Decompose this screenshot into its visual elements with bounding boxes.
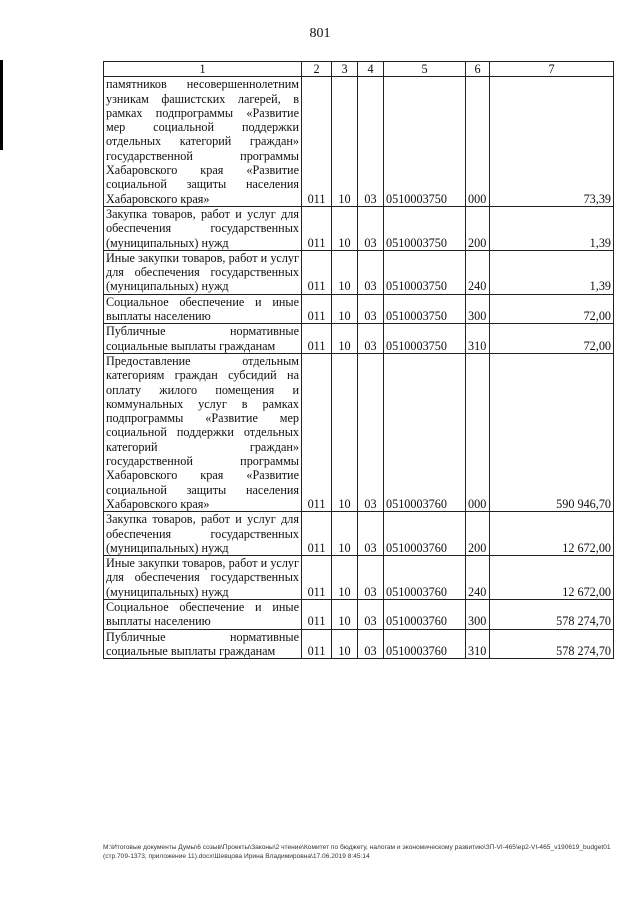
page-number: 801 bbox=[309, 26, 331, 41]
row-subsection-code: 03 bbox=[358, 629, 384, 659]
row-expense-type: 200 bbox=[466, 206, 490, 250]
row-subsection-code: 03 bbox=[358, 206, 384, 250]
row-ministry-code: 011 bbox=[302, 512, 332, 556]
row-name: Иные закупки товаров, работ и услуг для обеспечения государственных (муниципальных) нужд bbox=[104, 250, 302, 294]
table-row bbox=[104, 512, 614, 556]
row-target-article: 0510003750 bbox=[384, 294, 466, 324]
row-expense-type: 240 bbox=[466, 556, 490, 600]
row-ministry-code: 011 bbox=[302, 250, 332, 294]
table-row bbox=[104, 353, 614, 511]
scan-edge-mark bbox=[0, 60, 3, 150]
row-amount: 72,00 bbox=[490, 294, 614, 324]
row-expense-type: 240 bbox=[466, 250, 490, 294]
row-section-code: 10 bbox=[332, 353, 358, 511]
row-expense-type: 300 bbox=[466, 599, 490, 629]
table-row bbox=[104, 324, 614, 354]
row-subsection-code: 03 bbox=[358, 294, 384, 324]
row-section-code: 10 bbox=[332, 599, 358, 629]
column-header: 1 bbox=[104, 62, 302, 77]
row-expense-type: 000 bbox=[466, 353, 490, 511]
table-row bbox=[104, 206, 614, 250]
row-ministry-code: 011 bbox=[302, 324, 332, 354]
row-target-article: 0510003760 bbox=[384, 599, 466, 629]
column-header: 3 bbox=[332, 62, 358, 77]
column-header: 6 bbox=[466, 62, 490, 77]
row-target-article: 0510003750 bbox=[384, 250, 466, 294]
row-target-article: 0510003750 bbox=[384, 206, 466, 250]
row-expense-type: 200 bbox=[466, 512, 490, 556]
row-expense-type: 300 bbox=[466, 294, 490, 324]
document-footer-path: M:\Итоговые документы Думы\6 созыв\Проекты\Законы\2 чтение\Комитет по бюджету, налогам и экономическому развитию\ЗП-VI-465\ep2-VI-465_v190619_budget01 (стр.709-1373, приложение 11).docx\Шевцова Ирина Владимировна\17.06.2019 8:45:14 bbox=[103, 844, 611, 860]
budget-table-container bbox=[103, 61, 613, 659]
row-ministry-code: 011 bbox=[302, 599, 332, 629]
row-name: Социальное обеспечение и иные выплаты населению bbox=[104, 599, 302, 629]
row-name: Социальное обеспечение и иные выплаты населению bbox=[104, 294, 302, 324]
row-amount: 12 672,00 bbox=[490, 556, 614, 600]
row-section-code: 10 bbox=[332, 629, 358, 659]
table-row bbox=[104, 294, 614, 324]
row-target-article: 0510003760 bbox=[384, 353, 466, 511]
row-name: памятников несовершеннолетним узникам фашистских лагерей, в рамках подпрограммы «Развитие мер социальной поддержки отдельных категорий граждан» государственной программы Хабаровского края «Развитие социальной защиты населения Хабаровского края» bbox=[104, 77, 302, 207]
budget-table bbox=[103, 61, 614, 659]
row-target-article: 0510003750 bbox=[384, 77, 466, 207]
column-header: 2 bbox=[302, 62, 332, 77]
table-header-row bbox=[104, 62, 614, 77]
row-name: Закупка товаров, работ и услуг для обеспечения государственных (муниципальных) нужд bbox=[104, 512, 302, 556]
row-subsection-code: 03 bbox=[358, 353, 384, 511]
row-expense-type: 000 bbox=[466, 77, 490, 207]
row-section-code: 10 bbox=[332, 294, 358, 324]
row-ministry-code: 011 bbox=[302, 294, 332, 324]
column-header: 5 bbox=[384, 62, 466, 77]
row-subsection-code: 03 bbox=[358, 324, 384, 354]
row-subsection-code: 03 bbox=[358, 512, 384, 556]
row-amount: 1,39 bbox=[490, 206, 614, 250]
row-amount: 578 274,70 bbox=[490, 599, 614, 629]
row-section-code: 10 bbox=[332, 512, 358, 556]
row-target-article: 0510003760 bbox=[384, 512, 466, 556]
table-row bbox=[104, 556, 614, 600]
row-amount: 578 274,70 bbox=[490, 629, 614, 659]
row-section-code: 10 bbox=[332, 77, 358, 207]
column-header: 7 bbox=[490, 62, 614, 77]
row-name: Закупка товаров, работ и услуг для обеспечения государственных (муниципальных) нужд bbox=[104, 206, 302, 250]
row-section-code: 10 bbox=[332, 250, 358, 294]
row-target-article: 0510003750 bbox=[384, 324, 466, 354]
row-subsection-code: 03 bbox=[358, 77, 384, 207]
row-section-code: 10 bbox=[332, 206, 358, 250]
row-expense-type: 310 bbox=[466, 324, 490, 354]
row-ministry-code: 011 bbox=[302, 556, 332, 600]
row-section-code: 10 bbox=[332, 324, 358, 354]
row-amount: 72,00 bbox=[490, 324, 614, 354]
row-amount: 73,39 bbox=[490, 77, 614, 207]
row-amount: 590 946,70 bbox=[490, 353, 614, 511]
row-ministry-code: 011 bbox=[302, 206, 332, 250]
row-subsection-code: 03 bbox=[358, 599, 384, 629]
row-amount: 12 672,00 bbox=[490, 512, 614, 556]
row-name: Публичные нормативные социальные выплаты гражданам bbox=[104, 324, 302, 354]
row-target-article: 0510003760 bbox=[384, 629, 466, 659]
table-row bbox=[104, 629, 614, 659]
row-name: Предоставление отдельным категориям граждан субсидий на оплату жилого помещения и коммунальных услуг в рамках подпрограммы «Развитие мер социальной поддержки отдельных категорий граждан» государственной программы Хабаровского края «Развитие социальной защиты населения Хабаровского края» bbox=[104, 353, 302, 511]
table-row bbox=[104, 250, 614, 294]
row-subsection-code: 03 bbox=[358, 250, 384, 294]
row-expense-type: 310 bbox=[466, 629, 490, 659]
row-name: Публичные нормативные социальные выплаты гражданам bbox=[104, 629, 302, 659]
row-ministry-code: 011 bbox=[302, 77, 332, 207]
row-subsection-code: 03 bbox=[358, 556, 384, 600]
row-amount: 1,39 bbox=[490, 250, 614, 294]
row-name: Иные закупки товаров, работ и услуг для обеспечения государственных (муниципальных) нужд bbox=[104, 556, 302, 600]
table-row bbox=[104, 599, 614, 629]
row-target-article: 0510003760 bbox=[384, 556, 466, 600]
column-header: 4 bbox=[358, 62, 384, 77]
row-ministry-code: 011 bbox=[302, 353, 332, 511]
table-row bbox=[104, 77, 614, 207]
row-ministry-code: 011 bbox=[302, 629, 332, 659]
row-section-code: 10 bbox=[332, 556, 358, 600]
